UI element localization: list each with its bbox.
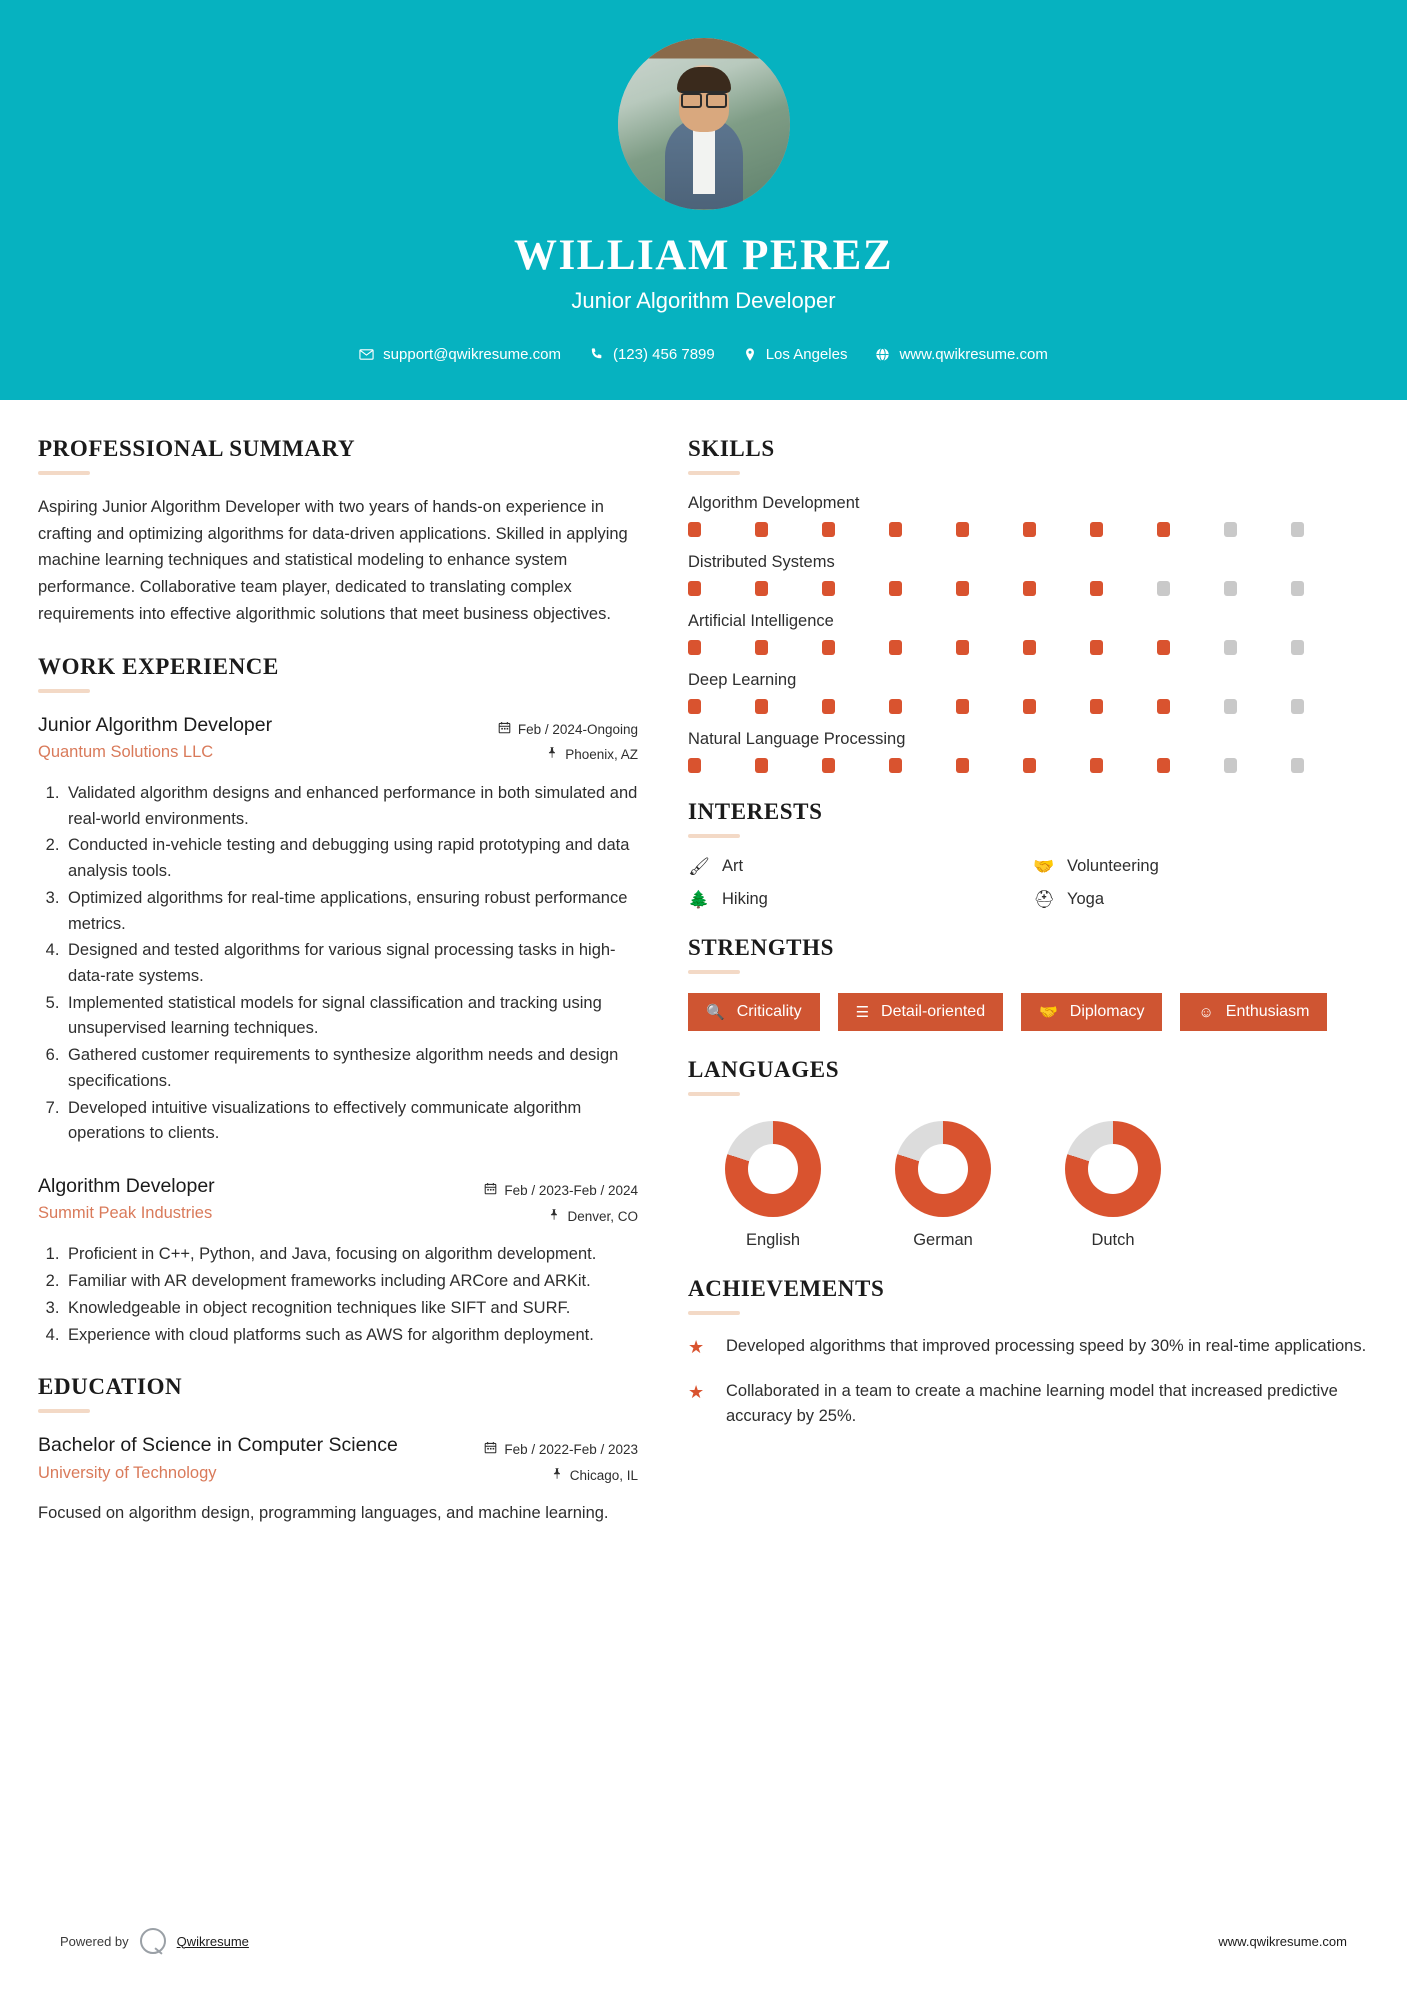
calendar-icon	[484, 1437, 497, 1463]
education-entry-list	[38, 1432, 638, 1526]
work-date-text: Feb / 2023-Feb / 2024	[504, 1183, 638, 1199]
envelope-icon	[359, 347, 374, 362]
skill-level-dot	[889, 699, 902, 714]
section-title-work: WORK EXPERIENCE	[38, 653, 279, 679]
section-interests	[688, 799, 1368, 909]
skill-level-dot	[956, 758, 969, 773]
work-location-text: Denver, CO	[567, 1208, 638, 1224]
avatar-glasses	[681, 91, 727, 102]
skill-level-dot	[889, 758, 902, 773]
language-item	[1028, 1121, 1198, 1250]
work-bullet: 6. Gathered customer requirements to synthesize algorithm needs and design specifications.	[64, 1043, 638, 1094]
contact-location-text: Los Angeles	[765, 346, 848, 364]
work-entry-header	[38, 712, 638, 768]
handshake-icon: 🤝	[1039, 1003, 1058, 1021]
section-languages	[688, 1057, 1368, 1250]
strength-pill[interactable]	[838, 993, 1004, 1031]
strength-list	[688, 993, 1368, 1031]
work-bullet: 5. Implemented statistical models for signal classification and tracking using unsupervised learning techniques.	[64, 991, 638, 1042]
interest-item	[1033, 857, 1368, 876]
star-icon: ★	[688, 1337, 705, 1357]
language-item	[688, 1121, 858, 1250]
language-proficiency-donut	[725, 1121, 821, 1217]
skill-level-dot	[822, 522, 835, 537]
achievement-item	[688, 1334, 1368, 1361]
education-institution: University of Technology	[38, 1463, 217, 1482]
skill-item	[688, 671, 1368, 714]
achievement-item	[688, 1379, 1368, 1429]
work-location-text: Phoenix, AZ	[565, 747, 638, 763]
skill-level-meter	[688, 640, 1368, 655]
strength-label: Detail-oriented	[881, 1003, 986, 1020]
section-title-interests: INTERESTS	[688, 799, 823, 824]
skill-level-dot	[1157, 640, 1170, 655]
work-entry-meta	[484, 1173, 638, 1229]
left-column	[38, 436, 638, 1552]
interest-label: Yoga	[1067, 890, 1105, 908]
section-rule	[688, 834, 740, 838]
skill-level-dot	[1291, 581, 1304, 596]
calendar-icon	[498, 717, 511, 743]
map-pin-icon	[551, 1463, 563, 1489]
work-bullet: 4. Designed and tested algorithms for various signal processing tasks in high-data-rate systems.	[64, 938, 638, 989]
qwikresume-logo-icon	[140, 1928, 166, 1954]
skill-name: Artificial Intelligence	[688, 612, 834, 630]
work-date-line	[484, 1178, 638, 1204]
work-entry-meta	[498, 712, 638, 768]
skill-level-dot	[688, 640, 701, 655]
skill-level-dot	[1224, 581, 1237, 596]
skill-level-dot	[1090, 640, 1103, 655]
skill-level-dot	[956, 581, 969, 596]
language-list	[688, 1115, 1368, 1250]
skill-level-dot	[688, 758, 701, 773]
education-date-line	[484, 1437, 638, 1463]
interest-item	[688, 857, 1023, 876]
skill-name: Distributed Systems	[688, 553, 835, 571]
contact-website[interactable]	[867, 346, 1055, 363]
avatar-hair	[677, 67, 731, 93]
achievement-text: Developed algorithms that improved processing speed by 30% in real-time applications.	[726, 1337, 1367, 1355]
skill-level-dot	[688, 522, 701, 537]
skill-level-dot	[822, 640, 835, 655]
candidate-role: Junior Algorithm Developer	[571, 288, 836, 314]
strength-pill[interactable]	[1021, 993, 1162, 1031]
work-bullet: 2. Conducted in-vehicle testing and debugging using rapid prototyping and data analysis tools.	[64, 833, 638, 884]
skill-level-meter	[688, 581, 1368, 596]
language-proficiency-donut	[895, 1121, 991, 1217]
skill-level-dot	[956, 522, 969, 537]
work-job-title: Algorithm Developer	[38, 1175, 215, 1198]
strength-pill[interactable]	[688, 993, 820, 1031]
language-name: German	[913, 1231, 973, 1249]
lifebuoy-icon: ⛑	[1033, 890, 1055, 909]
language-proficiency-donut	[1065, 1121, 1161, 1217]
achievement-text: Collaborated in a team to create a machine learning model that increased predictive accuracy by 25%.	[726, 1382, 1338, 1425]
work-bullet: 1. Proficient in C++, Python, and Java, focusing on algorithm development.	[64, 1242, 638, 1268]
section-rule	[688, 1092, 740, 1096]
skill-level-dot	[956, 699, 969, 714]
work-bullet: 4. Experience with cloud platforms such as AWS for algorithm deployment.	[64, 1323, 638, 1349]
work-bullet: 3. Optimized algorithms for real-time applications, ensuring robust performance metrics.	[64, 886, 638, 937]
work-bullet-list	[38, 1242, 638, 1348]
education-entry-header	[38, 1432, 638, 1488]
skill-level-dot	[1291, 522, 1304, 537]
calendar-icon	[484, 1178, 497, 1204]
contact-phone-text: (123) 456 7899	[612, 346, 715, 364]
location-pin-icon	[743, 347, 757, 362]
magnifier-icon: 🔍	[706, 1003, 725, 1021]
work-entry	[38, 712, 638, 1148]
education-location-text: Chicago, IL	[569, 1468, 638, 1484]
skill-level-meter	[688, 522, 1368, 537]
skill-level-dot	[1090, 581, 1103, 596]
interest-item	[688, 890, 1023, 909]
contact-row	[0, 346, 1407, 363]
skill-level-dot	[755, 758, 768, 773]
contact-location[interactable]	[735, 346, 856, 363]
interest-label: Volunteering	[1067, 857, 1159, 875]
skill-item	[688, 730, 1368, 773]
strength-label: Criticality	[736, 1003, 802, 1020]
skill-level-dot	[889, 522, 902, 537]
education-entry	[38, 1432, 638, 1526]
resume-header	[0, 0, 1407, 400]
skill-list	[688, 494, 1368, 773]
contact-email[interactable]	[351, 346, 569, 363]
section-rule	[688, 1311, 740, 1315]
work-company-name: Quantum Solutions LLC	[38, 742, 214, 761]
skill-level-dot	[688, 581, 701, 596]
skill-level-dot	[956, 640, 969, 655]
skill-item	[688, 553, 1368, 596]
work-location-line	[498, 742, 638, 768]
map-pin-icon	[546, 742, 558, 768]
skill-level-dot	[822, 581, 835, 596]
skill-level-dot	[1023, 581, 1036, 596]
language-item	[858, 1121, 1028, 1250]
interest-label: Hiking	[722, 890, 768, 908]
interest-list	[688, 857, 1368, 909]
skill-level-meter	[688, 758, 1368, 773]
work-location-line	[484, 1204, 638, 1230]
section-title-education: EDUCATION	[38, 1374, 183, 1400]
skill-level-dot	[1090, 522, 1103, 537]
section-rule	[38, 1409, 90, 1413]
section-title-languages: LANGUAGES	[688, 1057, 840, 1082]
skill-item	[688, 494, 1368, 537]
strength-label: Enthusiasm	[1225, 1003, 1310, 1020]
skill-name: Natural Language Processing	[688, 730, 906, 748]
skill-level-dot	[1023, 522, 1036, 537]
work-bullet: 7. Developed intuitive visualizations to effectively communicate algorithm operations to clients.	[64, 1096, 638, 1147]
skill-level-dot	[1023, 758, 1036, 773]
skill-name: Algorithm Development	[688, 494, 860, 512]
work-bullet: 2. Familiar with AR development frameworks including ARCore and ARKit.	[64, 1269, 638, 1295]
summary-text: Aspiring Junior Algorithm Developer with two years of hands-on experience in crafting and optimizing algorithms for data-driven applications. Skilled in applying machine learning techniques and statistical modeling to enhance system performance. Collaborative team player, dedicated to translating complex requirements into effective algorithmic solutions that meet business objectives.	[38, 498, 628, 623]
skill-level-dot	[1224, 758, 1237, 773]
skill-level-dot	[1291, 699, 1304, 714]
section-rule	[688, 471, 740, 475]
strength-pill[interactable]	[1180, 993, 1327, 1031]
education-degree: Bachelor of Science in Computer Science	[38, 1434, 398, 1457]
skill-level-dot	[889, 581, 902, 596]
work-date-text: Feb / 2024-Ongoing	[517, 721, 638, 737]
section-professional-summary	[38, 436, 638, 628]
section-rule	[688, 970, 740, 974]
education-date-text: Feb / 2022-Feb / 2023	[504, 1442, 638, 1458]
skill-level-dot	[755, 522, 768, 537]
resume-body	[0, 400, 1407, 1552]
language-name: English	[745, 1231, 801, 1249]
education-location-line	[484, 1463, 638, 1489]
work-entry-left	[38, 1173, 484, 1223]
skill-level-dot	[1157, 699, 1170, 714]
work-company-name: Summit Peak Industries	[38, 1204, 213, 1223]
contact-website-text: www.qwikresume.com	[899, 346, 1048, 364]
work-bullet: 3. Knowledgeable in object recognition techniques like SIFT and SURF.	[64, 1296, 638, 1322]
skill-level-dot	[1023, 699, 1036, 714]
skill-level-dot	[755, 640, 768, 655]
section-rule	[38, 689, 90, 693]
right-column	[688, 436, 1368, 1552]
handshake-icon: 🤝	[1033, 857, 1055, 876]
powered-by-block	[60, 1928, 249, 1954]
education-entry-left	[38, 1432, 484, 1482]
achievement-list	[688, 1334, 1368, 1429]
tree-icon: 🌲	[688, 890, 710, 909]
smiley-icon: ☺	[1198, 1003, 1214, 1021]
skill-level-dot	[1157, 581, 1170, 596]
skill-level-dot	[1090, 758, 1103, 773]
skill-level-meter	[688, 699, 1368, 714]
skill-level-dot	[755, 581, 768, 596]
section-education	[38, 1374, 638, 1526]
paintbrush-icon: 🖌	[688, 857, 710, 876]
skill-name: Deep Learning	[688, 671, 797, 689]
interest-item	[1033, 890, 1368, 909]
work-entry	[38, 1173, 638, 1348]
skill-level-dot	[1224, 699, 1237, 714]
skill-level-dot	[1291, 758, 1304, 773]
skill-level-dot	[822, 758, 835, 773]
education-entry-meta	[484, 1432, 638, 1488]
interest-label: Art	[722, 857, 744, 875]
skill-level-dot	[1157, 758, 1170, 773]
strength-label: Diplomacy	[1069, 1003, 1145, 1020]
page-footer	[0, 1928, 1407, 1954]
education-description: Focused on algorithm design, programming languages, and machine learning.	[38, 1503, 609, 1522]
skill-level-dot	[755, 699, 768, 714]
skill-level-dot	[889, 640, 902, 655]
work-date-line	[498, 717, 638, 743]
skill-level-dot	[1224, 640, 1237, 655]
contact-email-text: support@qwikresume.com	[383, 346, 561, 364]
skill-item	[688, 612, 1368, 655]
skill-level-dot	[1224, 522, 1237, 537]
section-title-summary: PROFESSIONAL SUMMARY	[38, 436, 356, 461]
section-work-experience	[38, 654, 638, 1349]
skill-level-dot	[1090, 699, 1103, 714]
skill-level-dot	[1291, 640, 1304, 655]
language-name: Dutch	[1091, 1231, 1135, 1249]
powered-by-label: Powered by	[60, 1933, 129, 1949]
work-entry-header	[38, 1173, 638, 1229]
contact-phone[interactable]	[581, 346, 723, 363]
qwikresume-link[interactable]: Qwikresume	[176, 1933, 249, 1949]
skill-level-dot	[1023, 640, 1036, 655]
skill-level-dot	[1157, 522, 1170, 537]
section-title-strengths: STRENGTHS	[688, 935, 835, 960]
skill-level-dot	[822, 699, 835, 714]
section-rule	[38, 471, 90, 475]
map-pin-icon	[548, 1204, 560, 1230]
section-strengths	[688, 935, 1368, 1031]
skill-level-dot	[688, 699, 701, 714]
work-job-title: Junior Algorithm Developer	[38, 713, 273, 736]
work-bullet-list	[38, 781, 638, 1147]
work-bullet: 1. Validated algorithm designs and enhanced performance in both simulated and real-world environments.	[64, 781, 638, 832]
section-skills	[688, 436, 1368, 773]
section-title-achievements: ACHIEVEMENTS	[688, 1276, 885, 1301]
globe-icon	[875, 347, 890, 362]
list-icon: ☰	[855, 1003, 870, 1021]
footer-url[interactable]: www.qwikresume.com	[1218, 1933, 1347, 1949]
section-achievements	[688, 1276, 1368, 1429]
star-icon: ★	[688, 1382, 705, 1402]
work-entry-left	[38, 712, 498, 762]
candidate-name: WILLIAM PEREZ	[513, 232, 894, 279]
avatar	[618, 38, 790, 210]
phone-icon	[589, 347, 604, 362]
work-entry-list	[38, 712, 638, 1349]
section-title-skills: SKILLS	[688, 436, 775, 461]
